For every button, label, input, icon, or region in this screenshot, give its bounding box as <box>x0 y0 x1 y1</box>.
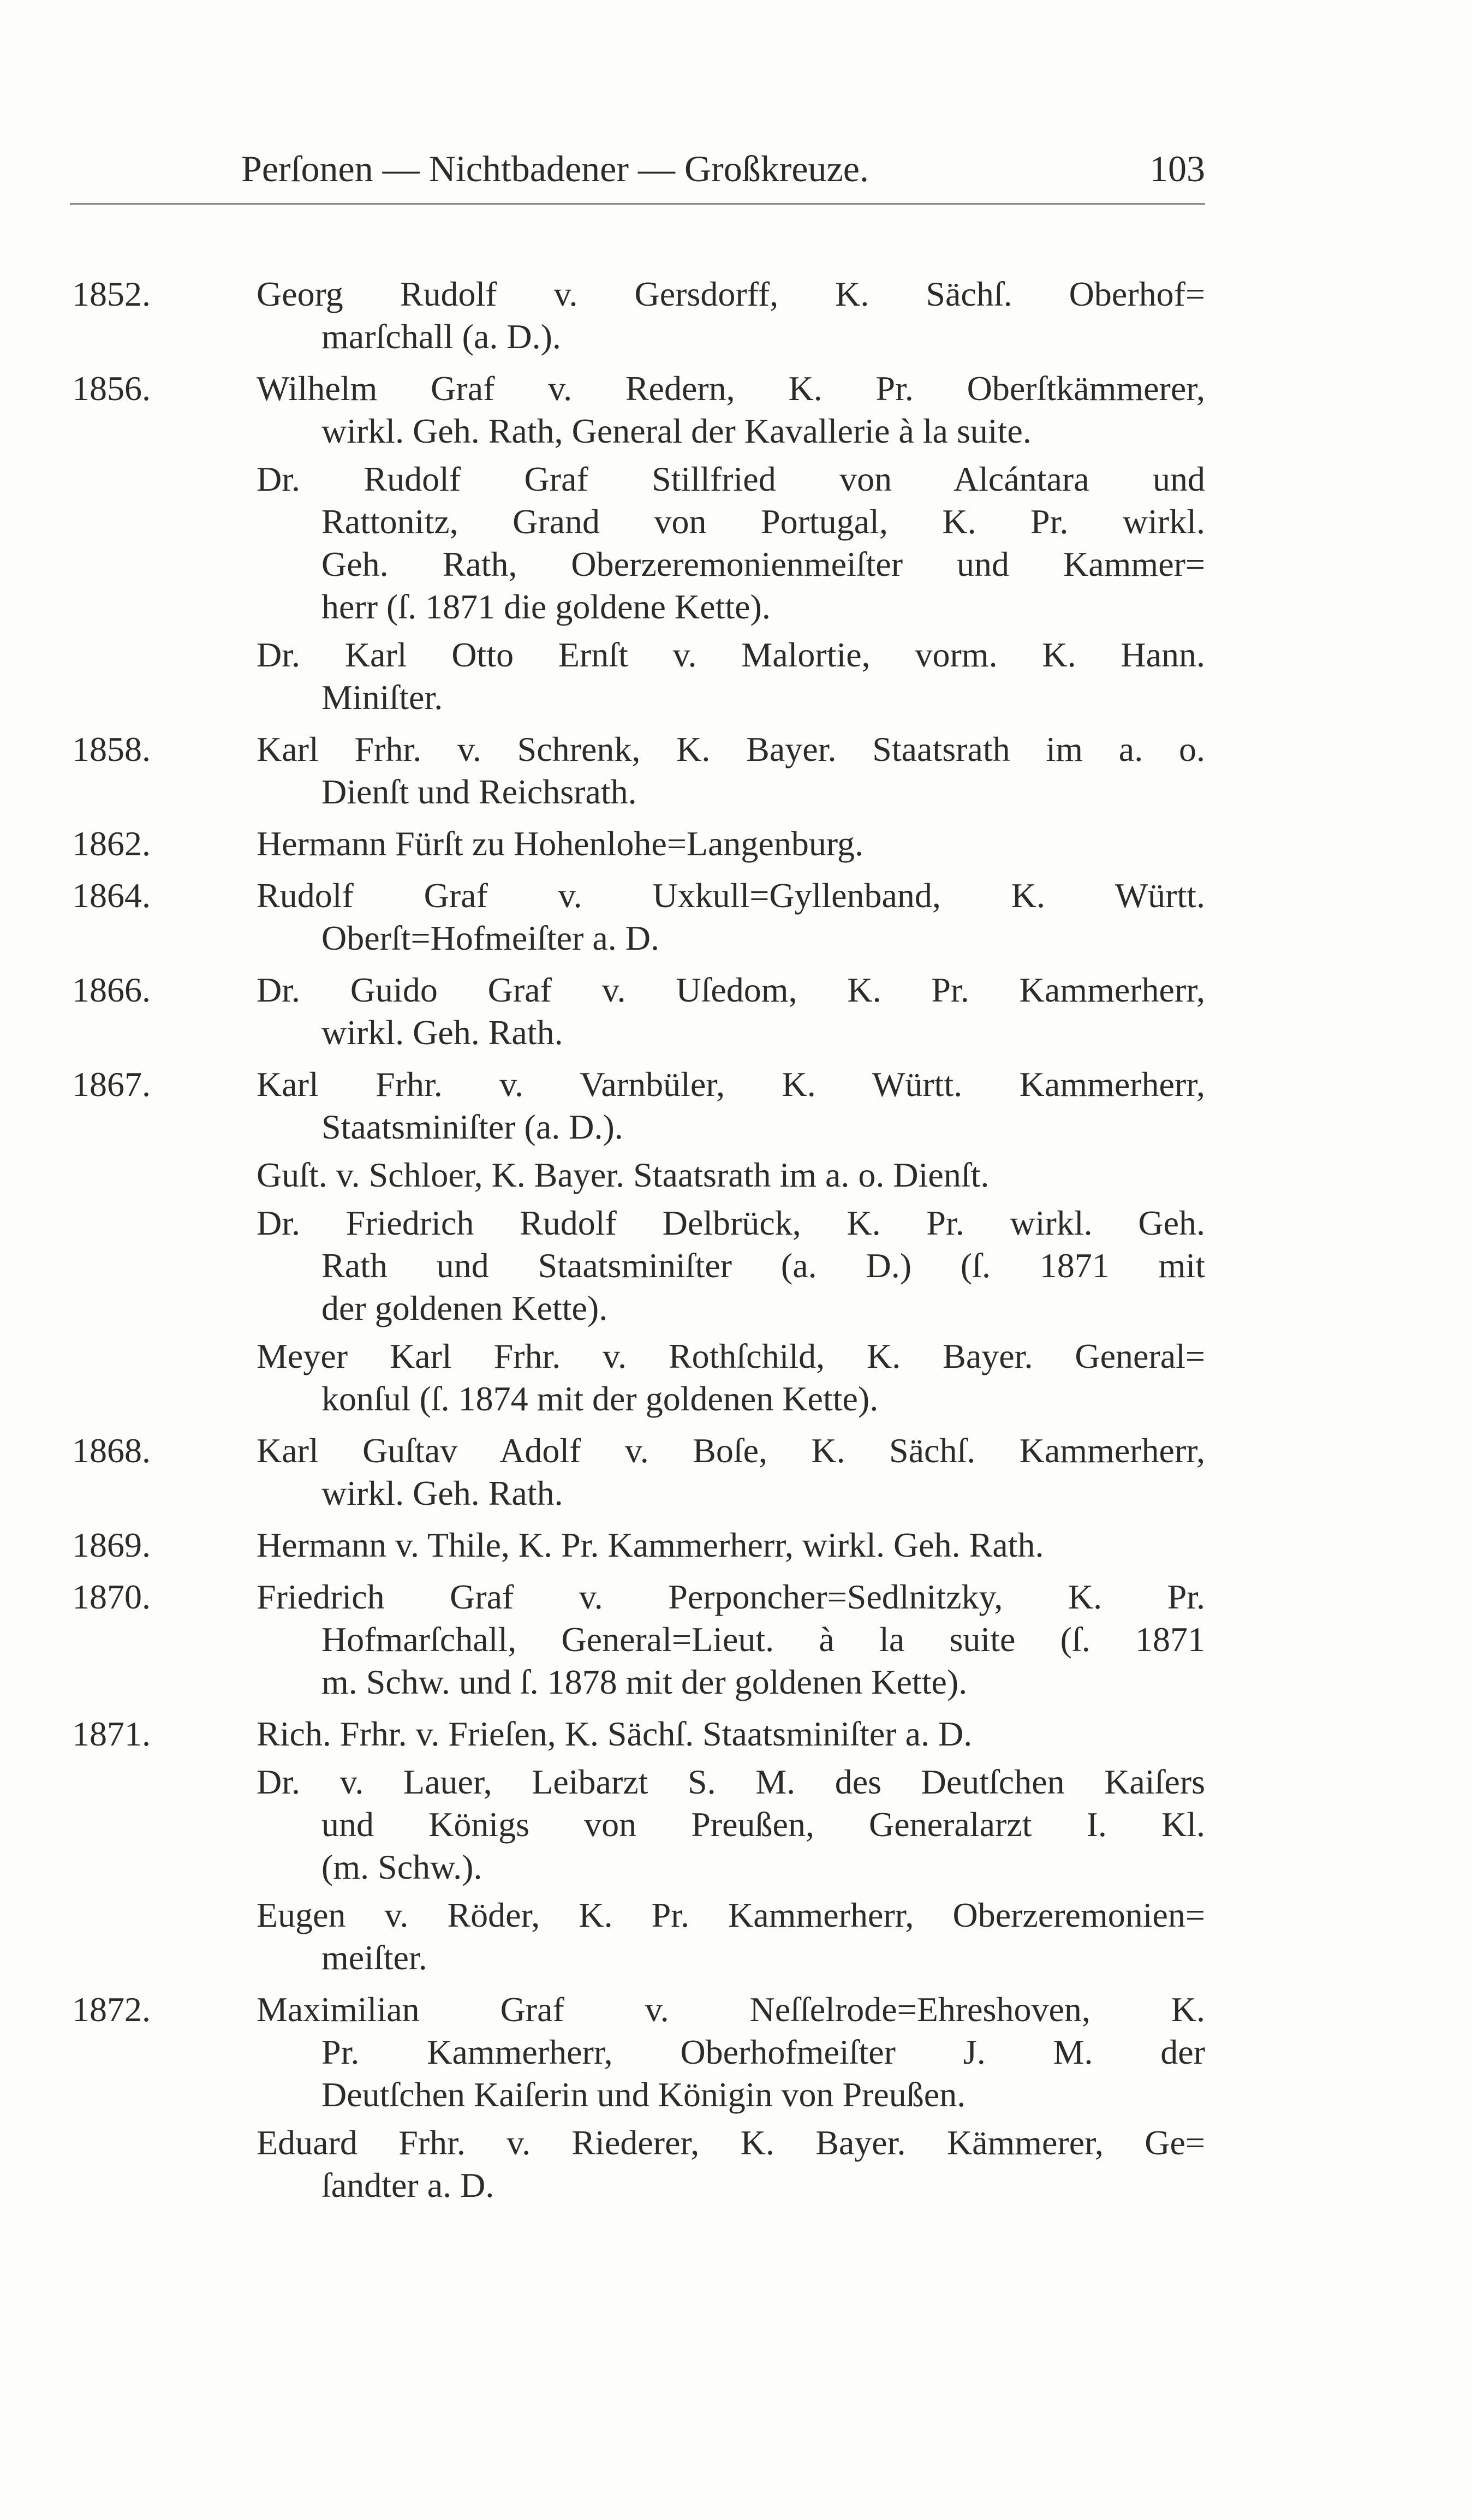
text-line <box>0 823 1472 865</box>
text-line <box>0 1378 1472 1420</box>
person-entry <box>0 273 1472 358</box>
entry <box>0 1429 1472 1515</box>
text-line <box>0 501 1472 543</box>
continuation-line: (m. Schw.). <box>321 1848 482 1886</box>
continuation-line: marſchall (a. D.). <box>321 317 561 356</box>
text-line <box>0 676 1472 719</box>
continuation-line: Rath und Staatsminiſter (a. D.) (ſ. 1871 mit <box>321 1246 1205 1285</box>
person-name-line: Meyer Karl Frhr. v. Rothſchild, K. Bayer. General= <box>257 1337 1205 1375</box>
entry-year: 1871. <box>72 1714 151 1753</box>
text-line <box>0 917 1472 960</box>
entry <box>0 367 1472 719</box>
text-line <box>0 2164 1472 2207</box>
person-name-line: Dr. Friedrich Rudolf Delbrück, K. Pr. wirkl. Geh. <box>257 1204 1205 1242</box>
person-name-line: Hermann Fürſt zu Hohenlohe=Langenburg. <box>257 824 863 863</box>
person-name-line: Karl Frhr. v. Varnbüler, K. Württ. Kammerherr, <box>257 1065 1205 1104</box>
text-line <box>0 728 1472 771</box>
person-name-line: Dr. v. Lauer, Leibarzt S. M. des Deutſchen Kaiſers <box>257 1762 1205 1801</box>
entry <box>0 874 1472 960</box>
text-line <box>0 543 1472 586</box>
person-name-line: Eduard Frhr. v. Riederer, K. Bayer. Kämmerer, Ge= <box>257 2123 1205 2162</box>
header-rule <box>70 203 1205 205</box>
person-entry <box>0 367 1472 452</box>
header-title: Perſonen — Nichtbadener — Großkreuze. <box>241 148 869 189</box>
person-name-line: Georg Rudolf v. Gersdorff, K. Sächſ. Oberhof= <box>257 275 1205 313</box>
entry-year: 1856. <box>72 369 151 408</box>
continuation-line: Miniſter. <box>321 678 443 717</box>
person-entry <box>0 1988 1472 2116</box>
text-line <box>0 1335 1472 1378</box>
continuation-line: Pr. Kammerherr, Oberhofmeiſter J. M. der <box>321 2033 1205 2071</box>
text-line <box>0 1154 1472 1196</box>
person-name-line: Dr. Karl Otto Ernſt v. Malortie, vorm. K. Hann. <box>257 635 1205 674</box>
text-line <box>0 1202 1472 1244</box>
continuation-line: Oberſt=Hofmeiſter a. D. <box>321 919 659 957</box>
text-line <box>0 1429 1472 1472</box>
person-name-line: Friedrich Graf v. Perponcher=Sedlnitzky, K. Pr. <box>257 1577 1205 1616</box>
text-line <box>0 1761 1472 1803</box>
text-line <box>0 1661 1472 1703</box>
entry <box>0 1576 1472 1703</box>
entry <box>0 823 1472 865</box>
person-entry <box>0 1063 1472 1148</box>
entry-year: 1870. <box>72 1577 151 1616</box>
person-entry <box>0 1335 1472 1420</box>
text-line <box>0 273 1472 315</box>
entry <box>0 969 1472 1054</box>
person-entry <box>0 1429 1472 1515</box>
continuation-line: m. Schw. und ſ. 1878 mit der goldenen Kette). <box>321 1663 968 1701</box>
entry-year: 1866. <box>72 970 151 1009</box>
text-line <box>0 367 1472 410</box>
continuation-line: Rattonitz, Grand von Portugal, K. Pr. wirkl. <box>321 502 1205 541</box>
person-entry <box>0 1894 1472 1979</box>
person-entry <box>0 1154 1472 1196</box>
text-line <box>0 1618 1472 1661</box>
continuation-line: Hofmarſchall, General=Lieut. à la suite (ſ. 1871 <box>321 1620 1205 1659</box>
entry <box>0 1524 1472 1566</box>
text-line <box>0 410 1472 452</box>
person-name-line: Maximilian Graf v. Neſſelrode=Ehreshoven, K. <box>257 1990 1205 2029</box>
person-name-line: Guſt. v. Schloer, K. Bayer. Staatsrath im a. o. Dienſt. <box>257 1155 990 1194</box>
person-entry <box>0 728 1472 813</box>
entry-year: 1864. <box>72 876 151 915</box>
person-entry <box>0 969 1472 1054</box>
person-name-line: Rich. Frhr. v. Frieſen, K. Sächſ. Staatsminiſter a. D. <box>257 1714 973 1753</box>
text-line <box>0 2031 1472 2074</box>
entry-year: 1858. <box>72 730 151 768</box>
text-line <box>0 2074 1472 2116</box>
person-name-line: Dr. Rudolf Graf Stillfried von Alcántara und <box>257 460 1205 498</box>
text-line <box>0 1846 1472 1888</box>
person-entry <box>0 823 1472 865</box>
person-name-line: Karl Guſtav Adolf v. Boſe, K. Sächſ. Kammerherr, <box>257 1431 1205 1470</box>
entry-year: 1862. <box>72 824 151 863</box>
entry-year: 1869. <box>72 1526 151 1564</box>
page-number: 103 <box>1149 148 1205 189</box>
continuation-line: und Königs von Preußen, Generalarzt I. Kl. <box>321 1805 1205 1844</box>
text-line <box>0 1524 1472 1566</box>
entry <box>0 728 1472 813</box>
person-name-line: Eugen v. Röder, K. Pr. Kammerherr, Oberzeremonien= <box>257 1896 1205 1934</box>
text-line <box>0 1106 1472 1148</box>
text-line <box>0 1472 1472 1515</box>
person-entry <box>0 1202 1472 1330</box>
entry-list <box>0 273 1472 2207</box>
person-entry <box>0 1576 1472 1703</box>
continuation-line: konſul (ſ. 1874 mit der goldenen Kette). <box>321 1379 879 1418</box>
continuation-line: ſandter a. D. <box>321 2166 494 2205</box>
entry-year: 1867. <box>72 1065 151 1104</box>
continuation-line: Dienſt und Reichsrath. <box>321 772 637 811</box>
person-entry <box>0 1524 1472 1566</box>
continuation-line: wirkl. Geh. Rath. <box>321 1474 563 1512</box>
text-line <box>0 771 1472 813</box>
text-line <box>0 458 1472 501</box>
text-line <box>0 1011 1472 1054</box>
entry <box>0 1713 1472 1979</box>
person-name-line: Hermann v. Thile, K. Pr. Kammerherr, wirkl. Geh. Rath. <box>257 1526 1044 1564</box>
text-line <box>0 315 1472 358</box>
text-line <box>0 969 1472 1011</box>
text-line <box>0 1244 1472 1287</box>
continuation-line: meiſter. <box>321 1938 427 1977</box>
continuation-line: herr (ſ. 1871 die goldene Kette). <box>321 587 771 626</box>
entry <box>0 1063 1472 1420</box>
running-header <box>241 147 1205 196</box>
text-line <box>0 1988 1472 2031</box>
person-name-line: Dr. Guido Graf v. Uſedom, K. Pr. Kammerherr, <box>257 970 1205 1009</box>
text-line <box>0 1803 1472 1846</box>
person-name-line: Wilhelm Graf v. Redern, K. Pr. Oberſtkämmerer, <box>257 369 1205 408</box>
person-entry <box>0 1713 1472 1755</box>
continuation-line: wirkl. Geh. Rath. <box>321 1013 563 1052</box>
continuation-line: Deutſchen Kaiſerin und Königin von Preußen. <box>321 2075 966 2114</box>
text-line <box>0 1894 1472 1937</box>
entry-year: 1868. <box>72 1431 151 1470</box>
person-entry <box>0 458 1472 628</box>
continuation-line: wirkl. Geh. Rath, General der Kavallerie à la suite. <box>321 412 1032 450</box>
continuation-line: Staatsminiſter (a. D.). <box>321 1107 623 1146</box>
continuation-line: Geh. Rath, Oberzeremonienmeiſter und Kammer= <box>321 545 1205 583</box>
text-line <box>0 1937 1472 1979</box>
person-name-line: Rudolf Graf v. Uxkull=Gyllenband, K. Württ. <box>257 876 1205 915</box>
person-entry <box>0 1761 1472 1888</box>
text-line <box>0 1713 1472 1755</box>
text-line <box>0 634 1472 676</box>
entry <box>0 273 1472 358</box>
text-line <box>0 1576 1472 1618</box>
entry <box>0 1988 1472 2207</box>
text-line <box>0 874 1472 917</box>
entry-year: 1852. <box>72 275 151 313</box>
continuation-line: der goldenen Kette). <box>321 1289 608 1327</box>
person-entry <box>0 874 1472 960</box>
text-line <box>0 2122 1472 2164</box>
text-line <box>0 586 1472 628</box>
person-entry <box>0 634 1472 719</box>
text-line <box>0 1063 1472 1106</box>
entry-year: 1872. <box>72 1990 151 2029</box>
person-entry <box>0 2122 1472 2207</box>
text-line <box>0 1287 1472 1330</box>
person-name-line: Karl Frhr. v. Schrenk, K. Bayer. Staatsrath im a. o. <box>257 730 1205 768</box>
